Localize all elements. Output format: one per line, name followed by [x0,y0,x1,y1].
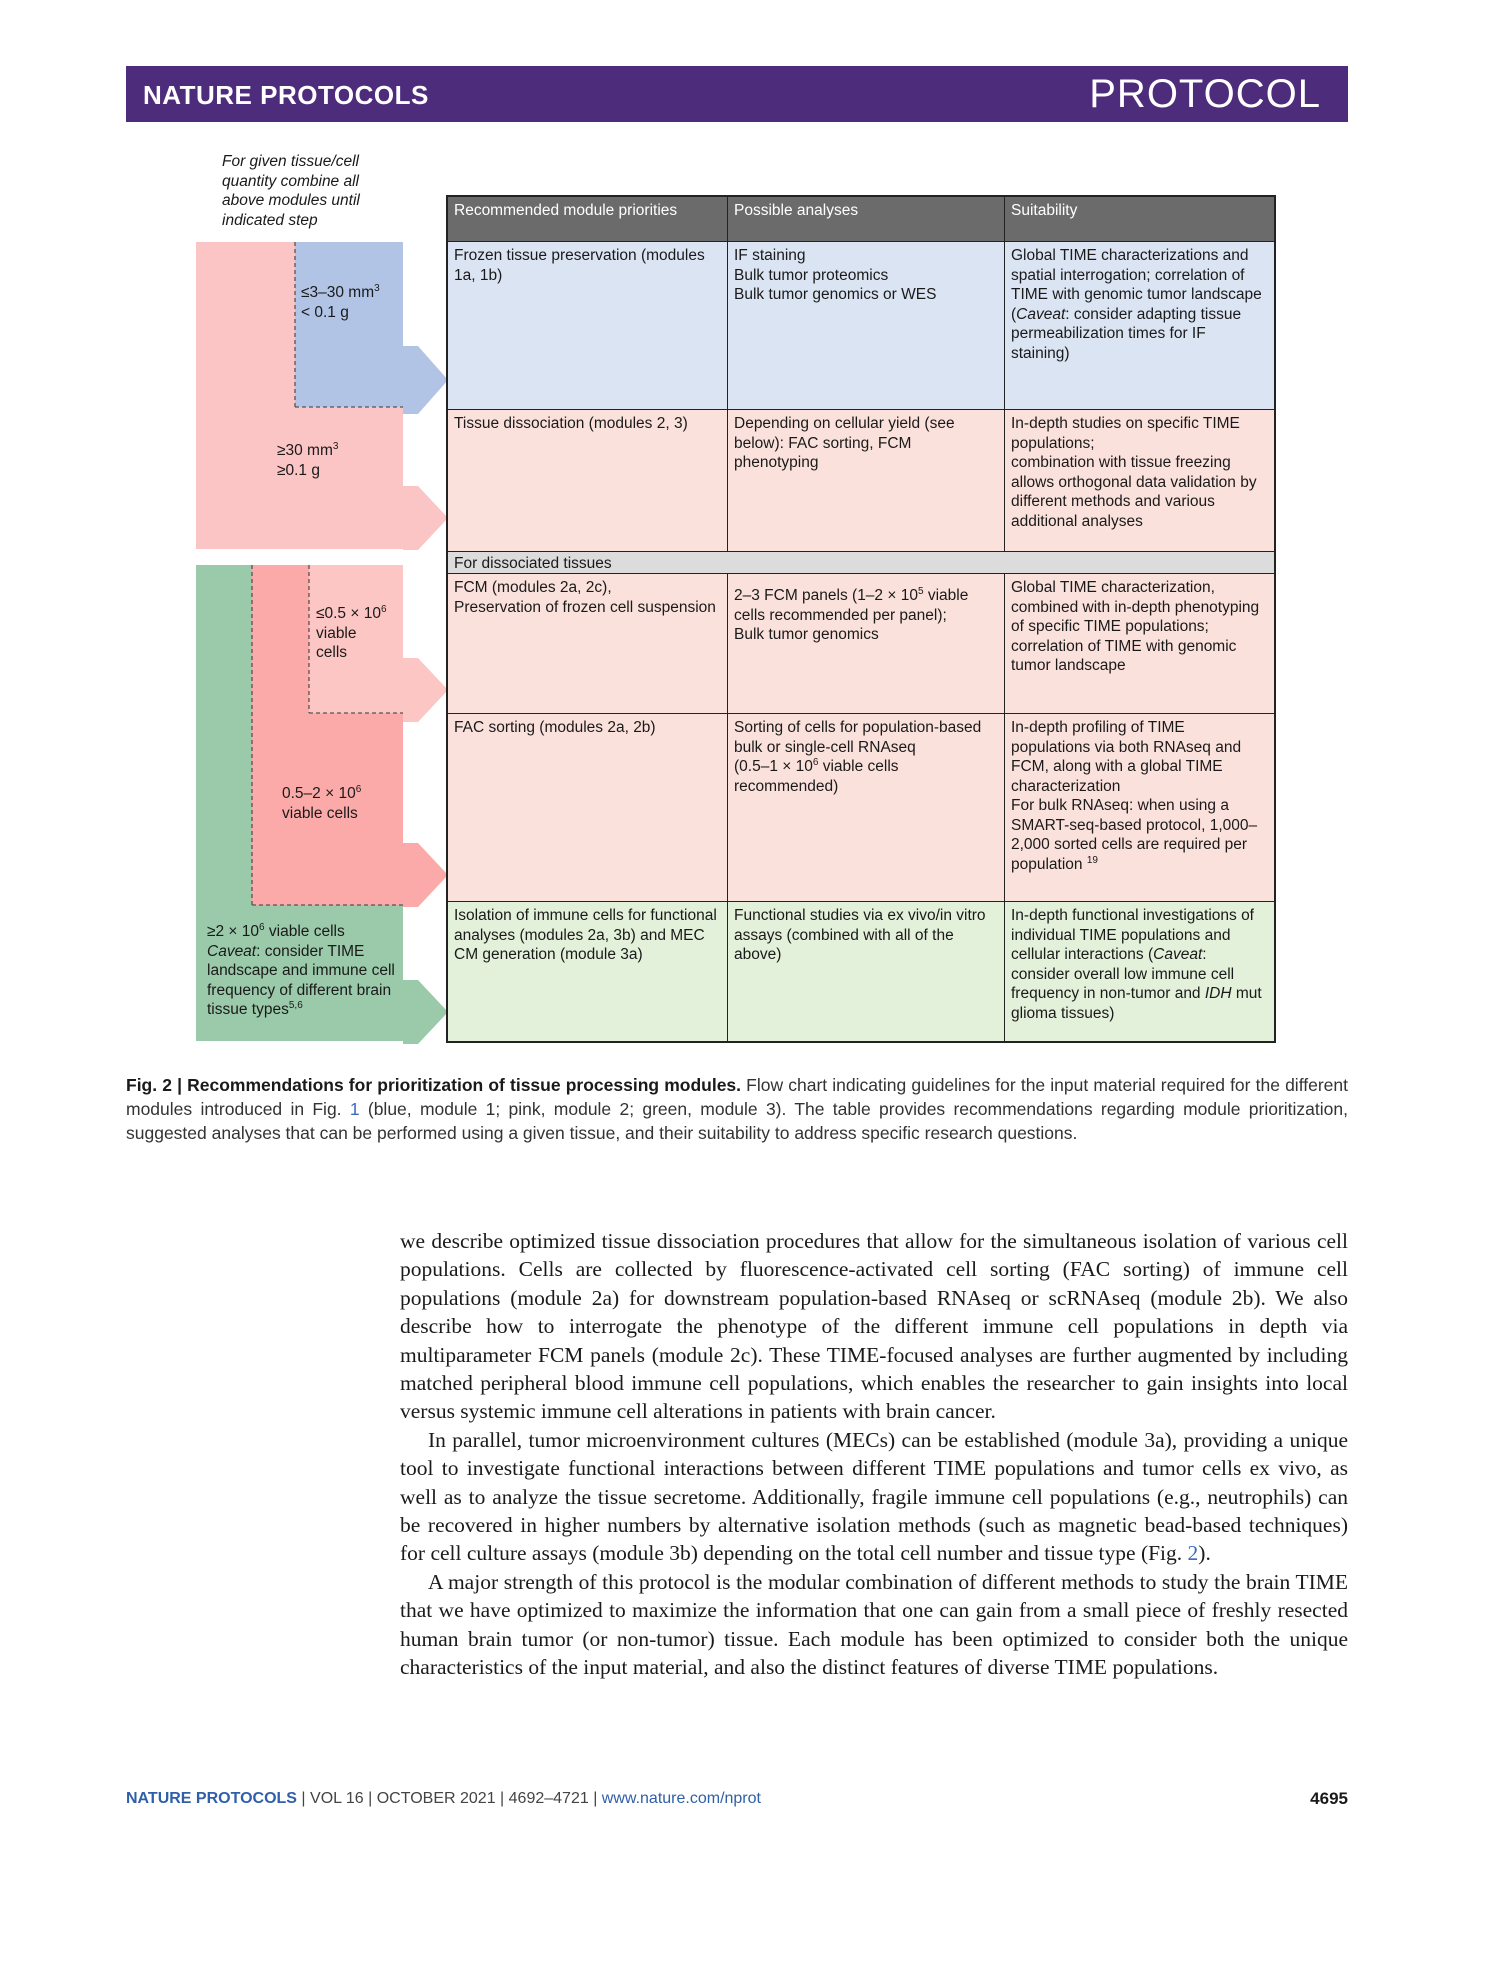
section-dissociated: For dissociated tissues [448,552,1274,574]
row4-analyses: Sorting of cells for population-based bulk or single-cell RNAseq ($0.5-1 \times 10^6$ viable cells recommended) [728,714,1005,902]
figure-side-note: For given tissue/cell quantity combine all above modules until indicated step [222,153,360,229]
paragraph-1: we describe optimized tissue dissociation procedures that allow for the simultaneous isolation of various cell populations. Cells are collected by fluorescence-activated cell sorting (FAC sorting) of immune cell populations (module 2a) for downstream population-based RNAseq or scRNAseq (module 2b). We also describe how to interrogate the phenotype of the different immune cell populations in depth via multiparameter FCM panels (module 2c). These TIME-focused analyses are further augmented by including matched peripheral blood immune cell populations, which enables the researcher to gain insights into local versus systemic immune cell alterations in patients with brain cancer. [400,1229,1348,1424]
row2-suitability: In-depth studies on specific TIME populations; combination with tissue freezing allows orthogonal data validation by different methods and various additional analyses [1005,410,1274,552]
label-green-cells: $\ge 2 \times 10^6$ viable cells Caveat: consider TIME landscape and immune cell frequency of different brain tissue types$^{5,6}$ [207,921,395,1018]
figure-caption: Fig. 2 | Recommendations for prioritization of tissue processing modules. Flow chart indicating guidelines for the input material required for the different modules introduced in Fig. 1 (blue, module 1; pink, module 2; green, module 3). The table provides recommendations regarding module prioritization, suggested analyses that can be performed using a given tissue, and their suitability to address specific research questions. [126,1075,1348,1143]
fig-1-link[interactable]: 1 [349,1099,360,1119]
row1-module: Frozen tissue preservation (modules 1a, 1b) [448,242,728,410]
recommendations-table [446,195,1276,1043]
journal-name: NATURE PROTOCOLS [143,80,429,110]
row5-suitability: In-depth functional investigations of individual TIME populations and cellular interactions (Caveat: consider overall low immune cell frequency in non-tumor and IDH mut glioma tissues) [1005,902,1274,1041]
row2-analyses: Depending on cellular yield (see below): FAC sorting, FCM phenotyping [728,410,1005,552]
label-pink-volume: ≥30 $mm^3$ ≥0.1 g [277,440,339,479]
page-number: 4695 [1310,1789,1348,1808]
row1-suitability: Global TIME characterizations and spatial interrogation; correlation of TIME with genomic tumor landscape (Caveat: consider adapting tissue permeabilization times for IF staining) [1005,242,1274,410]
article-type: PROTOCOL [1089,72,1321,116]
col-header-analyses: Possible analyses [728,197,1005,242]
body-text [400,1227,1348,1682]
arrow-blue-frozen [295,242,448,414]
row3-suitability: Global TIME characterization, combined with in-depth phenotyping of specific TIME populations; correlation of TIME with genomic tumor landscape [1005,574,1274,714]
row3-module: FCM (modules 2a, 2c), Preservation of frozen cell suspension [448,574,728,714]
col-header-suitability: Suitability [1005,197,1274,242]
paragraph-2: In parallel, tumor microenvironment cultures (MECs) can be established (module 3a), providing a unique tool to investigate functional interactions between different TIME populations and tumor cells ex vivo, as well as to analyze the tissue secretome. Additionally, fragile immune cell populations (e.g., neutrophils) can be recovered in higher numbers by alternative isolation methods (such as magnetic bead-based techniques) for cell culture assays (module 3b) depending on the total cell number and tissue type (Fig. 2). [400,1427,1348,1566]
row5-module: Isolation of immune cells for functional analyses (modules 2a, 3b) and MEC CM generation (module 3a) [448,902,728,1041]
row2-module: Tissue dissociation (modules 2, 3) [448,410,728,552]
row5-analyses: Functional studies via ex vivo/in vitro assays (combined with all of the above) [728,902,1005,1041]
journal-url-link[interactable]: www.nature.com/nprot [601,1790,761,1807]
fig-2-link[interactable]: 2 [1187,1541,1199,1566]
label-blue-volume: ≤3–30 $mm^3$ < 0.1 g [301,282,380,321]
paragraph-3: A major strength of this protocol is the modular combination of different methods to study the brain TIME that we have optimized to maximize the information that one can gain from a small piece of freshly resected human brain tumor (or non-tumor) tissue. Each module has been optimized to consider both the unique characteristics of the input material, and also the distinct features of diverse TIME populations. [400,1569,1348,1680]
row3-analyses: 2–3 FCM panels ($1-2 \times 10^5$ viable cells recommended per panel); Bulk tumor genomics [728,574,1005,714]
label-cells-mid: $0.5-2 \times 10^6$ viable cells [282,783,362,822]
col-header-modules: Recommended module priorities [448,197,728,242]
row4-module: FAC sorting (modules 2a, 2b) [448,714,728,902]
footer: NATURE PROTOCOLS | VOL 16 | OCTOBER 2021 | 4692–4721 | www.nature.com/nprot [126,1790,761,1807]
row4-suitability: In-depth profiling of TIME populations via both RNAseq and FCM, along with a global TIME characterization For bulk RNAseq: when using a SMART-seq-based protocol, 1,000–2,000 sorted cells are required per population $^{19}$ [1005,714,1274,902]
label-cells-small: $\le 0.5 \times 10^6$ viable cells [316,603,387,661]
row1-analyses: IF staining Bulk tumor proteomics Bulk tumor genomics or WES [728,242,1005,410]
